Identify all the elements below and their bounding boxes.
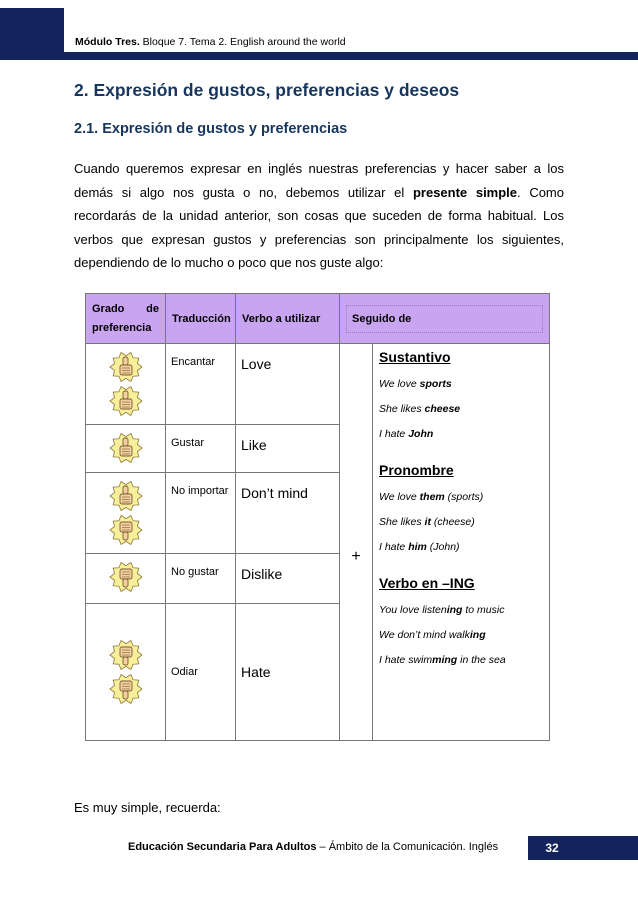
grado-cell	[86, 425, 166, 473]
example-line: She likes it (cheese)	[379, 516, 475, 528]
traduccion-cell: Encantar	[166, 344, 236, 425]
footer-subject: – Ámbito de la Comunicación. Inglés	[316, 841, 499, 853]
thumbs-up-icon	[107, 431, 145, 465]
module-topic: Bloque 7. Tema 2. English around the world	[139, 36, 346, 48]
paragraph-text-1: Cuando queremos expresar en inglés nuestras preferencias y hacer saber a los demás si algo nos gusta o no, debemos utilizar el	[74, 161, 564, 200]
seguido-de-cell	[373, 344, 550, 741]
closing-line: Es muy simple, recuerda:	[74, 800, 221, 815]
header-accent-block	[0, 8, 64, 60]
traduccion-cell: Odiar	[166, 604, 236, 741]
pronombre-title: Pronombre	[379, 462, 454, 478]
header-accent-rule	[64, 52, 638, 60]
plus-sign: +	[340, 344, 373, 741]
example-line: I hate John	[379, 428, 434, 440]
module-label: Módulo Tres.	[75, 36, 140, 48]
traduccion-cell: Gustar	[166, 425, 236, 473]
traduccion-cell: No gustar	[166, 554, 236, 604]
verbo-cell: Don’t mind	[236, 473, 340, 554]
thumbs-down-icon	[107, 560, 145, 594]
verbo-cell: Hate	[236, 604, 340, 741]
thumbs-down-icon	[107, 513, 145, 547]
example-line: She likes cheese	[379, 403, 461, 415]
sustantivo-title: Sustantivo	[379, 349, 451, 365]
grado-cell	[86, 344, 166, 425]
thumbs-up-icon	[107, 350, 145, 384]
example-line: We love them (sports)	[379, 491, 484, 503]
intro-paragraph	[74, 157, 564, 275]
grado-cell	[86, 604, 166, 741]
thumbs-up-icon	[107, 479, 145, 513]
paragraph-emphasis: presente simple	[412, 184, 518, 200]
preferences-table	[85, 293, 550, 741]
example-line: We love sports	[379, 378, 452, 390]
header-grado: Grado de preferencia	[86, 294, 166, 344]
verbo-cell: Love	[236, 344, 340, 425]
verbo-cell: Dislike	[236, 554, 340, 604]
thumbs-up-icon	[107, 384, 145, 418]
paragraph-text-2: . Como recordarás de la unidad anterior, son cosas que suceden de forma habitual. Los verbos que expresan gustos y preferencias son principalmente los siguientes, dependiendo de lo mucho o poco que nos guste algo:	[74, 184, 564, 271]
footer-text	[128, 841, 498, 853]
example-line: I hate swimming in the sea	[379, 654, 506, 666]
header-seguido-label: Seguido de	[346, 305, 543, 333]
page-number: 32	[528, 836, 576, 860]
example-line: I hate him (John)	[379, 541, 460, 553]
thumbs-down-icon	[107, 638, 145, 672]
header-verbo: Verbo a utilizar	[236, 294, 340, 344]
traduccion-cell: No importar	[166, 473, 236, 554]
example-line: You love listening to music	[379, 604, 505, 616]
section-heading: 2. Expresión de gustos, preferencias y deseos	[74, 80, 460, 100]
verbo-ing-title: Verbo en –ING	[379, 575, 475, 591]
header-seguido	[340, 294, 550, 344]
header-traduccion: Traducción	[166, 294, 236, 344]
subsection-heading: 2.1. Expresión de gustos y preferencias	[74, 121, 348, 137]
thumbs-down-icon	[107, 672, 145, 706]
running-header	[75, 36, 346, 48]
example-line: We don’t mind walking	[379, 629, 486, 641]
footer-accent-bar	[576, 836, 638, 860]
table-row	[86, 344, 550, 425]
grado-cell	[86, 473, 166, 554]
footer-course: Educación Secundaria Para Adultos	[128, 841, 317, 853]
verbo-cell: Like	[236, 425, 340, 473]
grado-cell	[86, 554, 166, 604]
